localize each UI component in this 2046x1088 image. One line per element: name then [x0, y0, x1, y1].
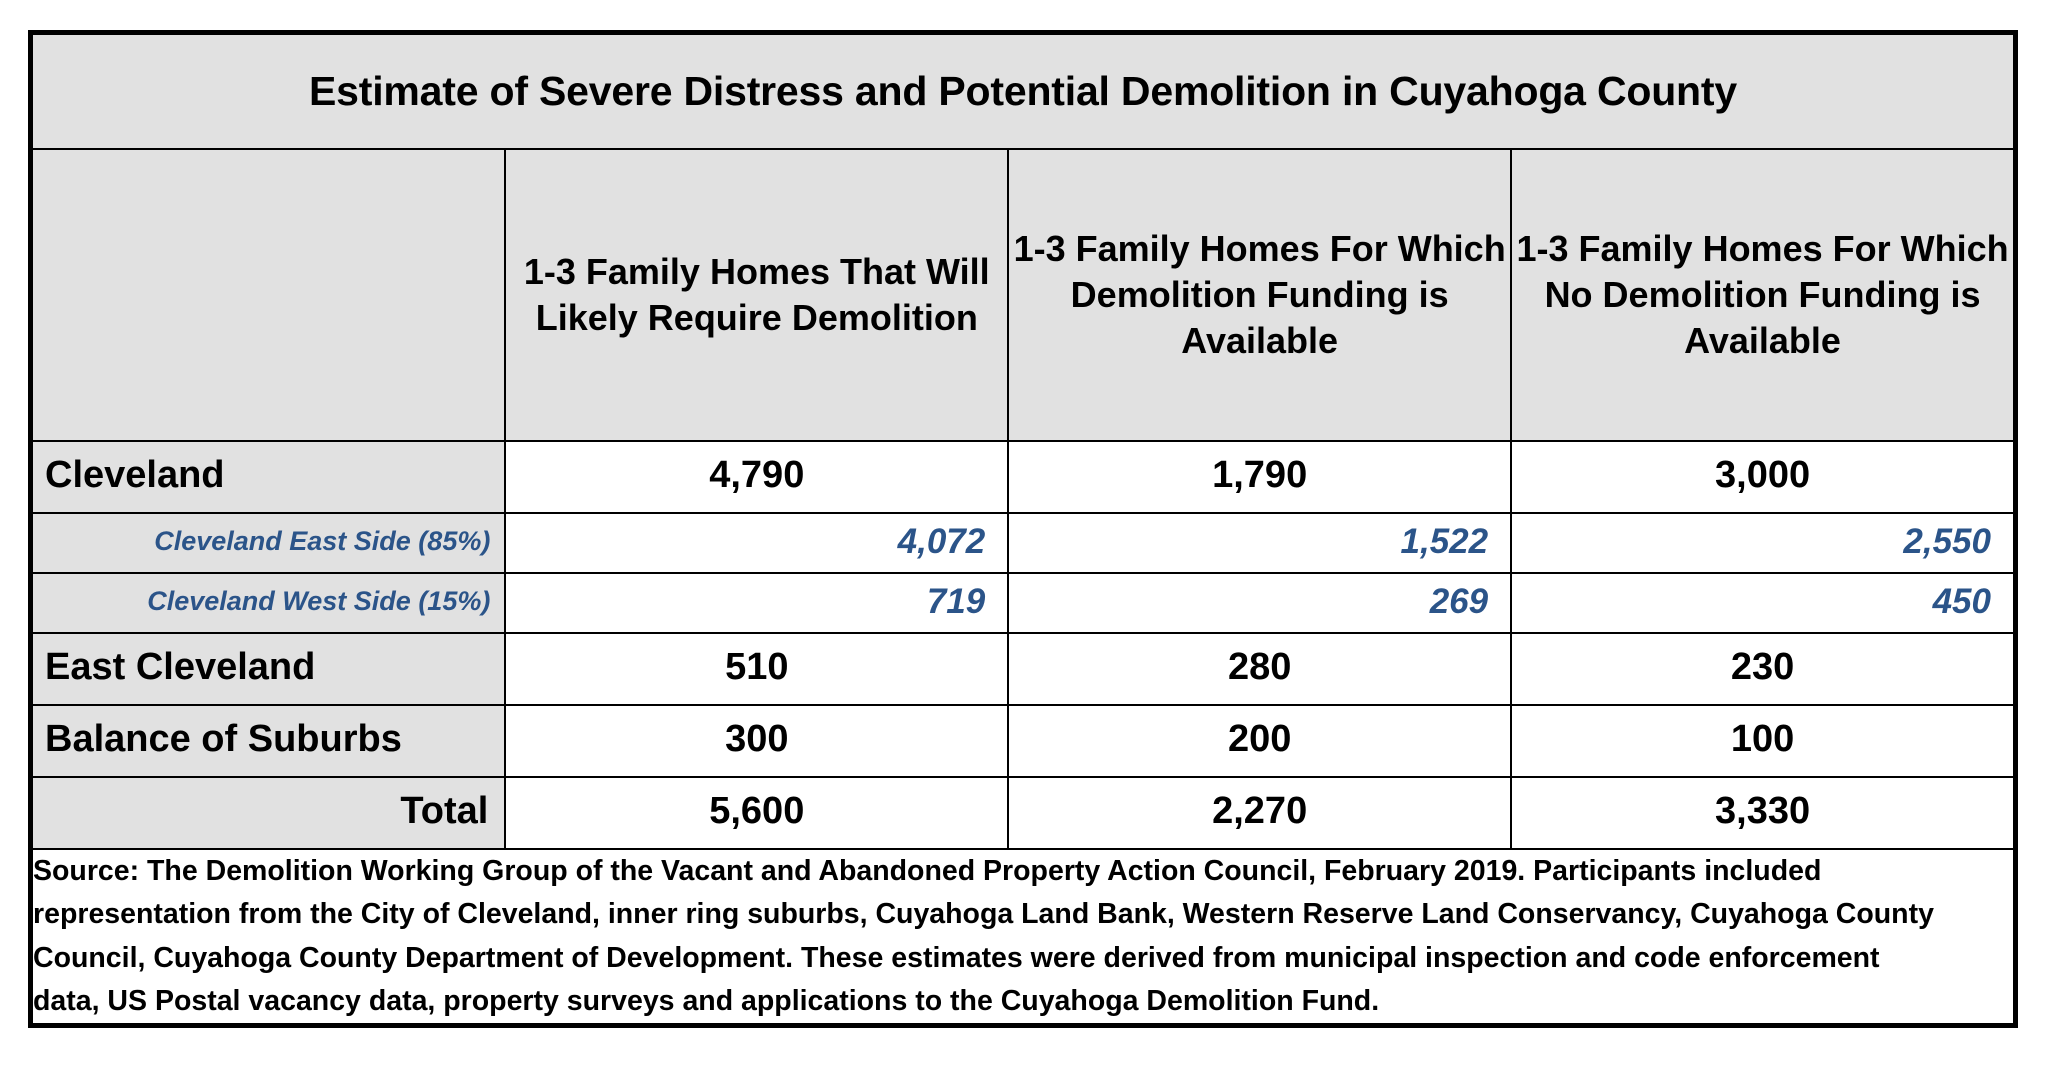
header-row [32, 149, 2014, 441]
cell-cleveland-east-side-funding-available: 1,522 [1008, 513, 1511, 573]
row-label-cleveland: Cleveland [32, 441, 505, 513]
table-row [32, 573, 2014, 633]
cell-balance-of-suburbs-likely-demolition: 300 [505, 705, 1008, 777]
cell-cleveland-likely-demolition: 4,790 [505, 441, 1008, 513]
table-row [32, 633, 2014, 705]
row-label-east-cleveland: East Cleveland [32, 633, 505, 705]
cell-total-no-funding: 3,330 [1511, 777, 2014, 849]
cell-cleveland-west-side-funding-available: 269 [1008, 573, 1511, 633]
row-label-cleveland-west-side: Cleveland West Side (15%) [32, 573, 505, 633]
table-title: Estimate of Severe Distress and Potential Demolition in Cuyahoga County [32, 34, 2014, 149]
source-line: data, US Postal vacancy data, property surveys and applications to the Cuyahoga Demolition Fund. [33, 984, 1380, 1017]
cell-cleveland-east-side-no-funding: 2,550 [1511, 513, 2014, 573]
source-row [32, 849, 2014, 1024]
cell-cleveland-east-side-likely-demolition: 4,072 [505, 513, 1008, 573]
cell-cleveland-west-side-no-funding: 450 [1511, 573, 2014, 633]
cell-total-likely-demolition: 5,600 [505, 777, 1008, 849]
header-funding-available: 1-3 Family Homes For Which Demolition Funding is Available [1008, 149, 1511, 441]
source-note [32, 849, 2014, 1024]
row-label-balance-of-suburbs: Balance of Suburbs [32, 705, 505, 777]
cell-east-cleveland-likely-demolition: 510 [505, 633, 1008, 705]
cell-east-cleveland-funding-available: 280 [1008, 633, 1511, 705]
title-row [32, 34, 2014, 149]
table-row [32, 513, 2014, 573]
demolition-estimate-table [31, 33, 2015, 1025]
cell-total-funding-available: 2,270 [1008, 777, 1511, 849]
cell-balance-of-suburbs-funding-available: 200 [1008, 705, 1511, 777]
header-no-funding: 1-3 Family Homes For Which No Demolition Funding is Available [1511, 149, 2014, 441]
row-label-total: Total [32, 777, 505, 849]
cell-east-cleveland-no-funding: 230 [1511, 633, 2014, 705]
table-row [32, 777, 2014, 849]
cell-balance-of-suburbs-no-funding: 100 [1511, 705, 2014, 777]
cell-cleveland-west-side-likely-demolition: 719 [505, 573, 1008, 633]
cell-cleveland-no-funding: 3,000 [1511, 441, 2014, 513]
demolition-estimate-table-frame [28, 30, 2018, 1028]
header-likely-demolition: 1-3 Family Homes That Will Likely Require Demolition [505, 149, 1008, 441]
source-line: representation from the City of Cleveland, inner ring suburbs, Cuyahoga Land Bank, Western Reserve Land Conservancy, Cuyahoga County [33, 898, 1934, 931]
source-line: Source: The Demolition Working Group of the Vacant and Abandoned Property Action Council, February 2019. Participants included [33, 855, 1822, 887]
header-corner-blank [32, 149, 505, 441]
cell-cleveland-funding-available: 1,790 [1008, 441, 1511, 513]
row-label-cleveland-east-side: Cleveland East Side (85%) [32, 513, 505, 573]
source-line: Council, Cuyahoga County Department of Development. These estimates were derived from municipal inspection and code enforcement [33, 941, 1880, 974]
table-row [32, 441, 2014, 513]
table-row [32, 705, 2014, 777]
table-body [32, 34, 2014, 1024]
